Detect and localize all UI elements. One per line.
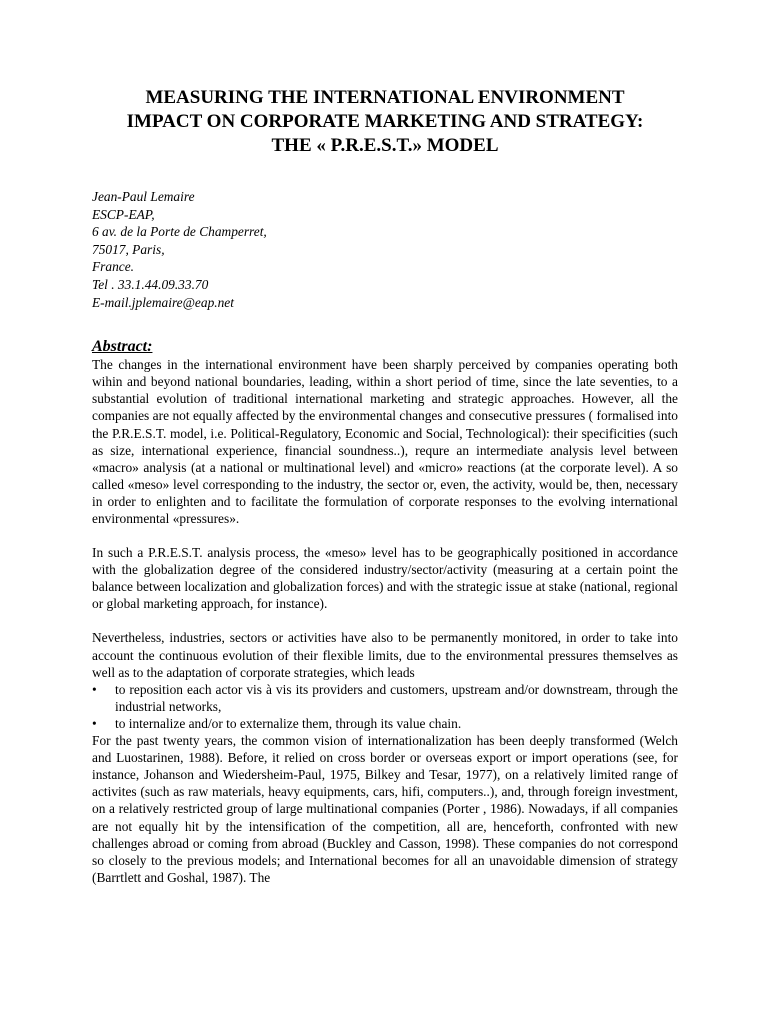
bullet-text: to internalize and/or to externalize them, through its value chain.: [115, 715, 462, 731]
paper-title: [92, 86, 678, 158]
abstract-paragraph-2: In such a P.R.E.S.T. analysis process, the «meso» level has to be geographically positioned in accordance with the globalization degree of the considered industry/sector/activity (measuring at a certain point the balance between localization and globalization forces) and with the strategic issue at stake (national, regional or global marketing approach, for instance).: [92, 545, 678, 612]
bullet-text: to reposition each actor vis à vis its providers and customers, upstream and/or downstream, through the industrial networks,: [115, 681, 678, 714]
bullet-icon: •: [92, 715, 97, 731]
author-block: [92, 188, 678, 311]
title-line-3: THE « P.R.E.S.T.» MODEL: [271, 135, 499, 156]
bullet-icon: •: [92, 681, 97, 697]
abstract-body: [92, 356, 678, 886]
author-name: Jean-Paul Lemaire: [92, 189, 195, 204]
abstract-paragraph-3: Nevertheless, industries, sectors or activities have also to be permanently monitored, in order to take into account the continuous evolution of their flexible limits, due to the environmental pressures themselves as well as to the adaptation of corporate strategies, which leads: [92, 630, 678, 680]
author-country: France.: [92, 259, 135, 275]
author-tel: Tel . 33.1.44.09.33.70: [92, 276, 209, 292]
list-item: [92, 715, 678, 732]
author-email: E-mail.jplemaire@eap.net: [92, 294, 234, 310]
title-line-1: MEASURING THE INTERNATIONAL ENVIRONMENT: [145, 87, 625, 108]
bullet-list: [92, 681, 678, 732]
abstract-paragraph-4: For the past twenty years, the common vision of internationalization has been deeply transformed (Welch and Luostarinen, 1988). Before, it relied on cross border or overseas export or import operations (see, for instance, Johanson and Wiedersheim-Paul, 1975, Bilkey and Tesar, 1977), on a relatively limited range of activites (such as raw materials, heavy equipments, cars, hifi, computers..), and, through foreign investment, on a relatively restricted group of large multinational companies (Porter , 1986). Nowadays, if all companies are not equally hit by the intensification of the competition, all are, henceforth, confronted with new challenges abroad or coming from abroad (Buckley and Casson, 1998). These companies do not correspond so closely to the previous models; and International becomes for all an unavoidable dimension of strategy (Barrtlett and Goshal, 1987). The: [92, 733, 678, 885]
author-city: 75017, Paris,: [92, 241, 165, 257]
author-street: 6 av. de la Porte de Champerret,: [92, 224, 267, 240]
abstract-heading: Abstract:: [92, 338, 153, 356]
title-line-2: IMPACT ON CORPORATE MARKETING AND STRATEGY:: [126, 111, 644, 132]
list-item: [92, 681, 678, 715]
abstract-paragraph-1: The changes in the international environment have been sharply perceived by companies operating both wihin and beyond national boundaries, leading, within a short period of time, since the late seventies, to a substantial evolution of traditional international marketing and strategic approaches. However, all the companies are not equally affected by the environmental changes and consecutive pressures ( formalised into the P.R.E.S.T. model, i.e. Political-Regulatory, Economic and Social, Technological): their specificities (such as size, international experience, financial soundness..), requre an intermediate analysis level between «macro» analysis (at a national or multinational level) and «micro» reactions (at the corporate level). A so called «meso» level corresponding to the industry, the sector or, even, the activity, would be, then, necessary in order to enlighten and to facilitate the formulation of corporate responses to the evolving international environmental «pressures».: [92, 357, 678, 526]
author-institution: ESCP-EAP,: [92, 206, 155, 222]
